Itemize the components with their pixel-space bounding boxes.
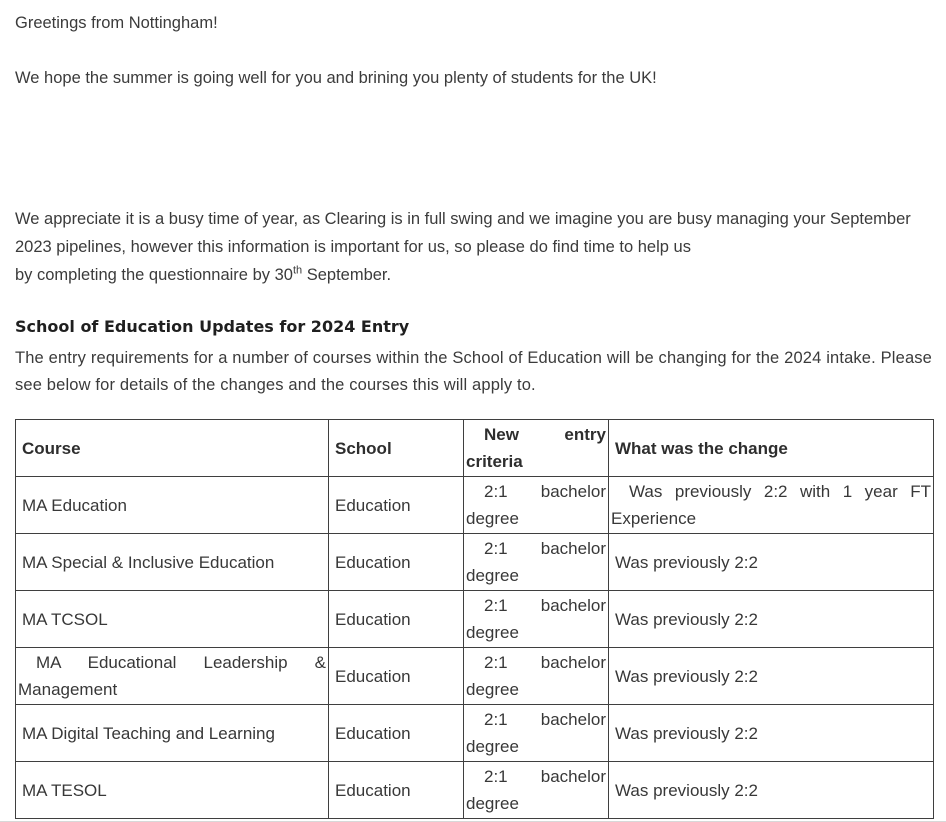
criteria-cell: 2:1 bachelor degree [464, 534, 609, 591]
school-cell: Education [329, 477, 464, 534]
school-cell: Education [329, 705, 464, 762]
table-row [16, 705, 934, 762]
section-heading: School of Education Updates for 2024 Entry [15, 317, 410, 336]
criteria-cell: 2:1 bachelor degree [464, 591, 609, 648]
change-cell: Was previously 2:2 with 1 year FT Experience [609, 477, 934, 534]
criteria-cell: 2:1 bachelor degree [464, 705, 609, 762]
change-cell: Was previously 2:2 [609, 705, 934, 762]
change-cell: Was previously 2:2 [609, 762, 934, 819]
school-cell: Education [329, 762, 464, 819]
column-header-change: What was the change [609, 420, 934, 477]
table-row [16, 648, 934, 705]
course-cell: MA TESOL [16, 762, 329, 819]
deadline-suffix: September. [302, 266, 392, 284]
table-row [16, 762, 934, 819]
course-changes-table [15, 419, 934, 819]
ordinal-superscript: th [292, 264, 303, 277]
criteria-cell: 2:1 bachelor degree [464, 477, 609, 534]
column-header-criteria: New entry criteria [464, 420, 609, 477]
criteria-cell: 2:1 bachelor degree [464, 762, 609, 819]
column-header-course: Course [16, 420, 329, 477]
school-cell: Education [329, 648, 464, 705]
course-cell: MA Special & Inclusive Education [16, 534, 329, 591]
greeting-line: Greetings from Nottingham! [15, 14, 218, 32]
course-cell: MA Digital Teaching and Learning [16, 705, 329, 762]
school-cell: Education [329, 534, 464, 591]
table-row [16, 534, 934, 591]
deadline-line [15, 266, 391, 284]
change-cell: Was previously 2:2 [609, 648, 934, 705]
table-row [16, 477, 934, 534]
course-cell: MA Educational Leadership & Management [16, 648, 329, 705]
table-row [16, 591, 934, 648]
column-header-school: School [329, 420, 464, 477]
table-header-row [16, 420, 934, 477]
busy-paragraph [15, 205, 932, 289]
change-cell: Was previously 2:2 [609, 534, 934, 591]
change-cell: Was previously 2:2 [609, 591, 934, 648]
course-cell: MA TCSOL [16, 591, 329, 648]
summer-line: We hope the summer is going well for you and brining you plenty of students for the UK! [15, 69, 657, 87]
course-cell: MA Education [16, 477, 329, 534]
deadline-prefix: by completing the questionnaire by 30 [15, 266, 293, 284]
section-intro-paragraph: The entry requirements for a number of courses within the School of Education will be changing for the 2024 intake. Please see below for details of the changes and the courses this will apply to. [15, 349, 932, 394]
busy-paragraph-text: We appreciate it is a busy time of year, as Clearing is in full swing and we imagine you are busy managing your September 2023 pipelines, however this information is important for us, so please do find time to help us [15, 210, 911, 256]
criteria-cell: 2:1 bachelor degree [464, 648, 609, 705]
school-cell: Education [329, 591, 464, 648]
